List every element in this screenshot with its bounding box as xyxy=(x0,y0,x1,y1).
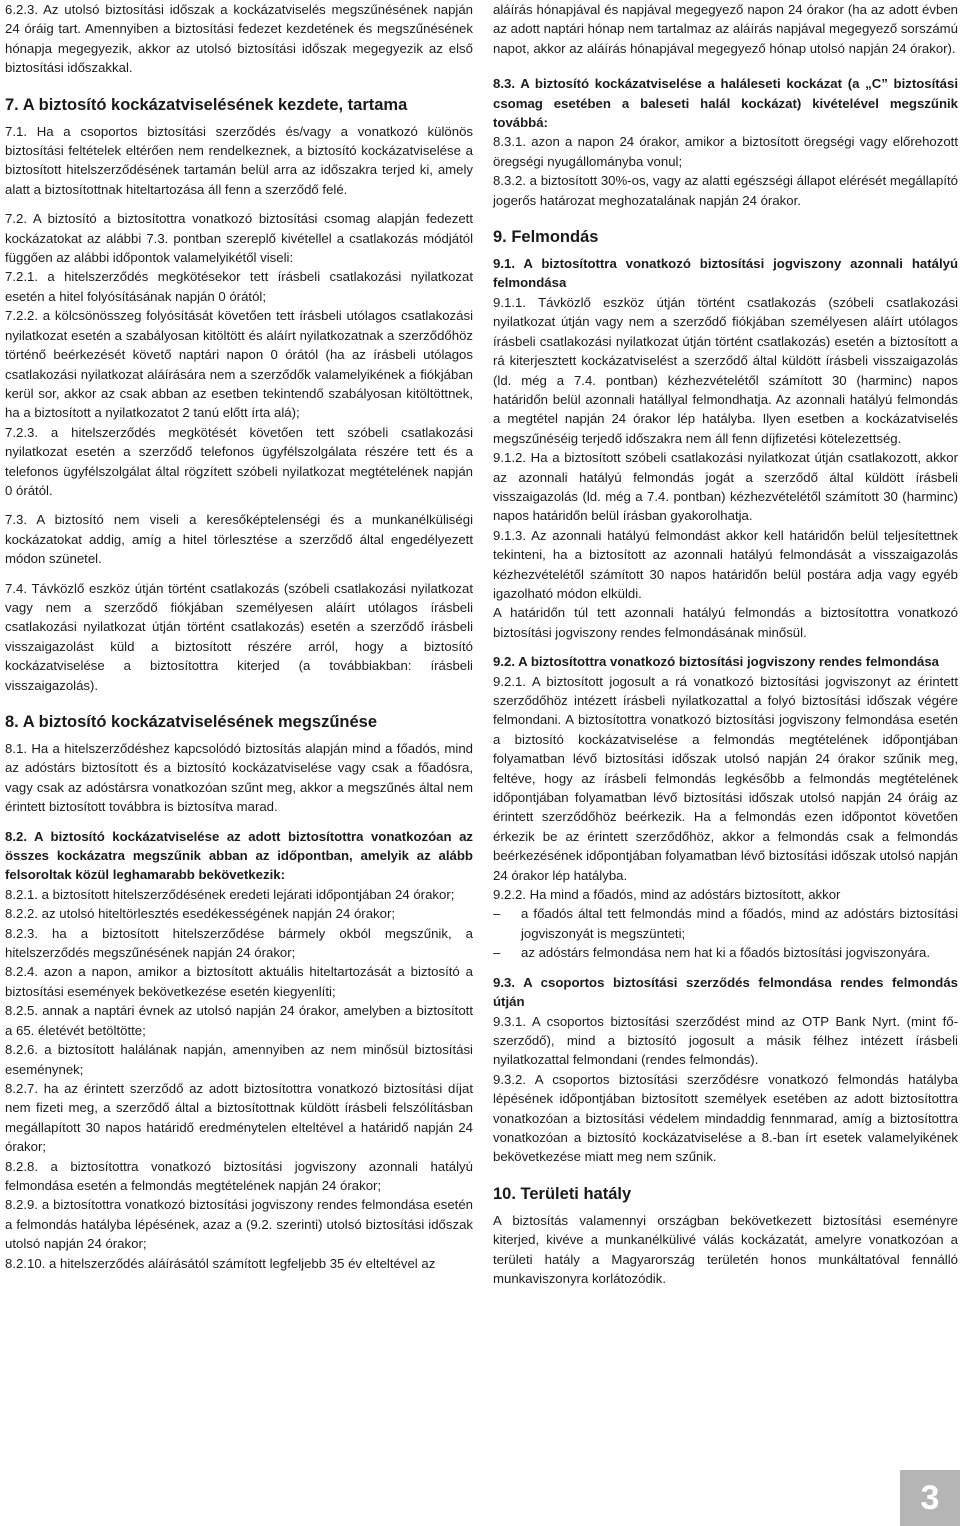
paragraph-8-2-4: 8.2.4. azon a napon, amikor a biztosított aktuális hiteltartozását a biztosító a biztosítási események bekövetkezése esetén kiegyenlíti; xyxy=(5,964,473,999)
dash-bullet: – xyxy=(493,906,501,922)
left-column xyxy=(5,0,473,1273)
paragraph-7-2: 7.2. A biztosító a biztosítottra vonatkozó biztosítási csomag alapján fedezett kockázatokat az alábbi 7.3. pontban szereplő kivétellel a csatlakozás módjától függően az alábbi időpontok valamelyikétől viseli: xyxy=(5,211,473,266)
heading-section-8: 8. A biztosító kockázatviselésének megszűnése xyxy=(5,713,378,731)
list-item xyxy=(493,943,958,962)
right-column xyxy=(493,0,958,1288)
paragraph-8-2-1: 8.2.1. a biztosított hitelszerződésének eredeti lejárati időpontjában 24 órakor; xyxy=(5,886,455,902)
page-number: 3 xyxy=(900,1470,960,1526)
paragraph-8-2-3: 8.2.3. ha a biztosított hitelszerződése bármely okból megszűnik, a hitelszerződés megszűnésének napján 24 órakor; xyxy=(5,925,473,961)
paragraph-7-2-2: 7.2.2. a kölcsönösszeg folyósítását követően tett írásbeli utólagos csatlakozási nyilatkozat esetén a szabályosan kitöltött és aláírt nyilatkozatnak a szerződőhöz történő beérkezését követő naptári napon 0 órától (ha az írásbeli utólagos csatlakozási nyilatkozat aláírására nem a szerződők valamelyikének a fiókjában kerül sor, akkor az csak abban az esetben tekintendő szabályosan kitöltöttnek, ha a biztosított a nyilatkozatot 2 tanú előtt írta alá); xyxy=(5,308,473,421)
paragraph-8-2-6: 8.2.6. a biztosított halálának napján, amennyiben az nem minősül biztosítási eseménynek; xyxy=(5,1042,473,1077)
list-item-text: a főadós által tett felmondás mind a főadós, mind az adóstárs biztosítási jogviszonyát is megszünteti; xyxy=(521,906,958,941)
heading-9-2: 9.2. A biztosítottra vonatkozó biztosítási jogviszony rendes felmondása xyxy=(493,654,940,670)
list-item-text: az adóstárs felmondása nem hat ki a főadós biztosítási jogviszonyára. xyxy=(521,945,931,961)
list-item xyxy=(493,904,958,943)
paragraph-7-2-3: 7.2.3. a hitelszerződés megkötését követően tett szóbeli csatlakozási nyilatkozat esetén a szerződő telefonos ügyfélszolgálata részére tett és a telefonos ügyfélszolgálat által rögzített szóbeli nyilatkozat megtételének napján 0 órától. xyxy=(5,424,473,498)
paragraph-8-2-10-continued: aláírás hónapjával és napjával megegyező napon 24 órakor (ha az adott évben az adott naptári hónap nem tartalmaz az aláírás napjával megegyező sorszámú napot, akkor az aláírás hónapjával megegyező hónap utolsó napján 24 órakor). xyxy=(493,2,958,56)
paragraph-7-1: 7.1. Ha a csoportos biztosítási szerződés és/vagy a vonatkozó különös biztosítási feltételek eltérően nem rendelkeznek, a biztosító kockázatviselése a biztosított hitelszerződésének tartamán belül arra az időszakra terjed ki, amely alatt a biztosítottnak hiteltartozása áll fenn a szerződő felé. xyxy=(5,123,473,197)
heading-9-1: 9.1. A biztosítottra vonatkozó biztosítási jogviszony azonnali hatályú felmondása xyxy=(493,256,958,291)
heading-9-3: 9.3. A csoportos biztosítási szerződés felmondása rendes felmondás útján xyxy=(493,974,958,1010)
paragraph-9-1-4: A határidőn túl tett azonnali hatályú felmondás a biztosítottra vonatkozó biztosítási jogviszony rendes felmondásának minősül. xyxy=(493,605,958,640)
paragraph-8-3-1: 8.3.1. azon a napon 24 órakor, amikor a biztosított öregségi vagy előrehozott öregségi nyugállományba vonul; xyxy=(493,134,958,169)
paragraph-9-1-3: 9.1.3. Az azonnali hatályú felmondást akkor kell határidőn belül teljesítettnek tekinteni, ha a biztosított az azonnali hatályú felmondását a visszaigazolás kézhezvételétől számított 30 napos határidőn belül postára adja vagy egyéb igazolható módon elküldi. xyxy=(493,527,958,601)
paragraph-9-1-2: 9.1.2. Ha a biztosított szóbeli csatlakozási nyilatkozat útján csatlakozott, akkor az azonnali hatályú felmondás jogát a szerződő által küldött írásbeli visszaigazolás (ld. még a 7.4. pontban) kézhezvételétől számított 30 (harminc) napos határidőn belül írásban gyakorolhatja. xyxy=(493,450,958,524)
paragraph-9-2-2: 9.2.2. Ha mind a főadós, mind az adóstárs biztosított, akkor xyxy=(493,887,841,903)
paragraph-8-3-2: 8.3.2. a biztosított 30%-os, vagy az alatti egészségi állapot elérését megállapító jogerős határozat meghozatalának napján 24 órakor. xyxy=(493,173,958,208)
paragraph-8-2-10: 8.2.10. a hitelszerződés aláírásától számított legfeljebb 35 év elteltével az xyxy=(5,1255,436,1271)
heading-section-10: 10. Területi hatály xyxy=(493,1184,632,1203)
paragraph-8-2: 8.2. A biztosító kockázatviselése az adott biztosítottra vonatkozóan az összes kockázatra megszűnik abban az időpontban, amelyik az alább felsoroltak közül leghamarabb bekövetkezik: xyxy=(5,828,473,883)
paragraph-9-2-1: 9.2.1. A biztosított jogosult a rá vonatkozó biztosítási jogviszonyt az érintett szerződőhöz intézett írásbeli nyilatkozattal a folyó biztosítási időszak végére felmondani. A biztosítottra vonatkozó biztosítási jogviszony felmondása esetén a biztosító kockázatviselése a felmondás megtételének időpontjában folyamatban lévő biztosítási időszak utolsó napján 24 órakor szűnik meg, feltéve, hogy az írásbeli felmondás legkésőbb a felmondás megtételének időpontjában folyamatban lévő biztosítási időszak utolsó napján 24 óráig az érintett szerződőhöz beérkezik. Ha a felmondás ezen időpontot követően érkezik be az érintett szerződőhöz, akkor a felmondás csak a felmondás beérkezésének időpontjában folyamatban lévő biztosítási időszak utolsó napján 24 órakor lép hatályba. xyxy=(493,673,958,883)
paragraph-7-3: 7.3. A biztosító nem viseli a keresőképtelenségi és a munkanélküliségi kockázatokat addig, amíg a hitel törlesztése a szerződő által engedélyezett módon szünetel. xyxy=(5,512,473,567)
paragraph-8-1: 8.1. Ha a hitelszerződéshez kapcsolódó biztosítás alapján mind a főadós, mind az adóstárs biztosított és a biztosító kockázatviselése vagy csak a főadósra, vagy csak az adóstársra vonatkozóan szűnt meg, akkor a megszűnés által nem érintett biztosított továbbra is biztosítva marad. xyxy=(5,741,473,815)
dash-bullet: – xyxy=(493,945,501,961)
paragraph-9-3-1: 9.3.1. A csoportos biztosítási szerződést mind az OTP Bank Nyrt. (mint fő-szerződő), mind a biztosító jogosult a másik félhez intézett írásbeli nyilatkozattal felmondani (rendes felmondás). xyxy=(493,1013,958,1068)
paragraph-8-2-5: 8.2.5. annak a naptári évnek az utolsó napján 24 órakor, amelyben a biztosított a 65. életévét betöltötte; xyxy=(5,1003,473,1038)
paragraph-7-2-1: 7.2.1. a hitelszerződés megkötésekor tett írásbeli csatlakozási nyilatkozat esetén a hitel folyósításának napján 0 órától; xyxy=(5,269,473,304)
paragraph-8-2-8: 8.2.8. a biztosítottra vonatkozó biztosítási jogviszony azonnali hatályú felmondása esetén a felmondás megtételének napján 24 órakor; xyxy=(5,1158,473,1193)
heading-8-3: 8.3. A biztosító kockázatviselése a haláleseti kockázat (a „C” biztosítási csomag esetében a baleseti halál kockázat) kivételével megszűnik továbbá: xyxy=(493,76,958,131)
paragraph-6-2-3: 6.2.3. Az utolsó biztosítási időszak a kockázatviselés megszűnésének napján 24 óráig tart. Amennyiben a biztosítási fedezet kezdetének és megszűnésének hónapja megegyezik, akkor az utolsó biztosítási időszak megegyezik az első biztosítási időszakkal. xyxy=(5,2,473,76)
paragraph-10: A biztosítás valamennyi országban bekövetkezett biztosítási eseményre kiterjed, kivéve a munkanélkülivé válás kockázatát, amelyre vonatkozóan a területi hatály a Magyarország területén honos munkáltatóval fennálló munkaviszonyra korlátozódik. xyxy=(493,1212,958,1286)
paragraph-9-1-1: 9.1.1. Távközlő eszköz útján történt csatlakozás (szóbeli csatlakozási nyilatkozat útján vagy nem a szerződő fiókjában személyesen aláírt utólagos írásbeli csatlakozási nyilatkozat útján történt csatlakozás) esetén a biztosított a rá kiterjesztett kockázatviselést a szerződő által küldött írásbeli visszaigazolás (ld. még a 7.4. pontban) kézhezvételétől számított 30 (harminc) napos határidőn belül azonnali hatállyal felmondhatja. Az azonnali hatályú felmondás a megtétel napján 24 órakor lép hatályba. Ilyen esetben a kockázatviselés megszűnéséig terjedő időszakra nem áll fenn díjfizetési kötelezettség. xyxy=(493,294,958,446)
paragraph-8-2-2: 8.2.2. az utolsó hiteltörlesztés esedékességének napján 24 órakor; xyxy=(5,906,396,922)
heading-section-9: 9. Felmondás xyxy=(493,228,599,247)
paragraph-9-3-2: 9.3.2. A csoportos biztosítási szerződésre vonatkozó felmondás hatályba lépésének időpontjában biztosított személyek esetében az adott biztosítottra vonatkozóan a biztosítási védelem mindaddig fennmarad, amíg a biztosítottra vonatkozóan a biztosító kockázatviselése a 8.-ban írt esetek valamelyikének bekövetkezése miatt meg nem szűnik. xyxy=(493,1071,958,1165)
paragraph-7-4: 7.4. Távközlő eszköz útján történt csatlakozás (szóbeli csatlakozási nyilatkozat vagy nem a szerződő fiókjában személyesen aláírt utólagos írásbeli csatlakozási nyilatkozat útján történt csatlakozás) esetén a szerződő írásbeli visszaigazolást küld a biztosított részére arról, hogy a biztosító kockázatviselése a biztosítottra kiterjed (a továbbiakban: írásbeli visszaigazolás). xyxy=(5,580,473,693)
paragraph-8-2-7: 8.2.7. ha az érintett szerződő az adott biztosítottra vonatkozó biztosítási díjat nem fizeti meg, a szerződő által a biztosítottnak küldött írásbeli felszólításban megállapított 30 napos határidő eredménytelen elteltével a határidő napján 24 órakor; xyxy=(5,1080,473,1155)
heading-section-7: 7. A biztosító kockázatviselésének kezdete, tartama xyxy=(5,95,408,114)
paragraph-8-2-9: 8.2.9. a biztosítottra vonatkozó biztosítási jogviszony rendes felmondása esetén a felmondás hatályba lépésének, azaz a (9.2. szerinti) utolsó biztosítási időszak utolsó napján 24 órakor; xyxy=(5,1197,473,1252)
